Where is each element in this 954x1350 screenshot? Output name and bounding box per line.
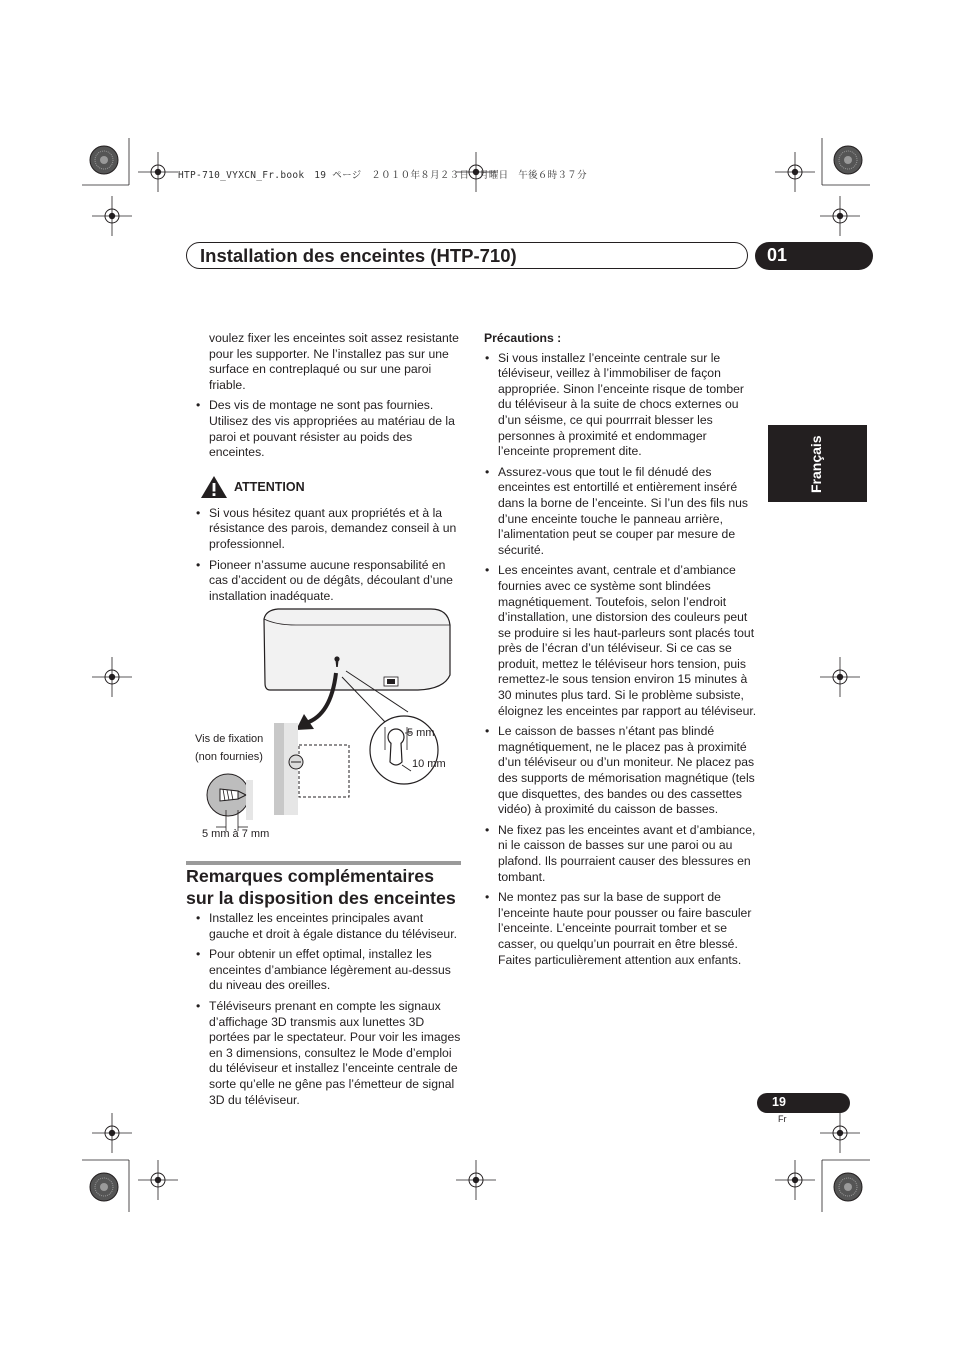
- chapter-number: 01: [767, 245, 788, 265]
- warning-icon: [200, 475, 228, 499]
- section-title: [186, 866, 476, 909]
- mounting-bullets: [195, 398, 465, 460]
- list-item: • Si vous hésitez quant aux propriétés et à la résistance des parois, demandez conseil à un professionnel.: [195, 506, 465, 553]
- chapter-header: [186, 242, 748, 269]
- precautions-bullets: [484, 351, 760, 969]
- dimension-5mm: 5 mm: [407, 727, 435, 739]
- wall-mount-figure: [186, 605, 466, 850]
- dimension-10mm: 10 mm: [412, 758, 446, 770]
- list-item: • Des vis de montage ne sont pas fournies. Utilisez des vis appropriées au matériau de la paroi et pouvant résister au poids des enceintes.: [195, 398, 465, 460]
- precautions-heading: Précautions :: [484, 331, 562, 345]
- section-title-line2: sur la disposition des enceintes: [186, 887, 456, 908]
- language-tab: [768, 425, 867, 502]
- intro-paragraph: voulez fixer les enceintes soit assez resistante pour les supporter. Ne l’installez pas sur une surface en contreplaqué ou sur une paroi friable.: [209, 331, 459, 392]
- dimension-range: 5 mm à 7 mm: [202, 828, 270, 840]
- section-title-line1: Remarques complémentaires: [186, 866, 435, 886]
- left-column: [195, 331, 465, 604]
- page-number: 19: [772, 1095, 786, 1109]
- chapter-number-badge: [755, 242, 873, 270]
- list-item: • Installez les enceintes principales avant gauche et droit à égale distance du téléviseur.: [195, 911, 465, 942]
- section-body: [195, 911, 465, 1108]
- list-item: • Les enceintes avant, centrale et d’ambiance fournies avec ce système sont blindées magnétiquement. Toutefois, selon l’endroit d’installation, une distorsion des couleurs peut se produire si les haut-parleurs sont placés tout près de l’écran d’un téléviseur. Si ce cas se produit, mettez le téléviseur hors tension, puis remettez-le sous tension environ 15 minutes à 30 minutes plus tard. Si le problème subsiste, éloignez les enceintes par rapport au téléviseur.: [484, 563, 760, 719]
- right-column: [484, 331, 760, 968]
- list-item: • Si vous installez l’enceinte centrale sur le téléviseur, veillez à l’immobiliser de façon appropriée. Sinon l’enceinte risque de tomber du téléviseur à la suite de chocs externes ou d’un séisme, ce qui pourrrait blesser les personnes à proximité et endommager l’enceinte proprement dite.: [484, 351, 760, 460]
- page-number-badge: [757, 1093, 850, 1113]
- attention-bullets: [195, 506, 465, 605]
- page-language-code: Fr: [778, 1114, 787, 1124]
- attention-heading: [195, 476, 465, 500]
- screw-label-line1: Vis de fixation: [195, 733, 264, 745]
- list-item: • Pour obtenir un effet optimal, installez les enceintes d’ambiance légèrement au-dessus du niveau des oreilles.: [195, 947, 465, 994]
- list-item: • Ne fixez pas les enceintes avant et d’ambiance, ni le caisson de basses sur une paroi ou au plafond. Ils pourraient causer des blessures en tombant.: [484, 823, 760, 885]
- language-tab-label: Français: [808, 435, 824, 493]
- list-item: • Le caisson de basses n’étant pas blindé magnétiquement, ne le placez pas à proximité d’un téléviseur ou d’un moniteur. Ne placez pas des supports de mémorisation magnétique (tels que disquettes, des bandes ou des cassettes vidéo) à proximité du caisson de basses.: [484, 724, 760, 818]
- list-item: • Ne montez pas sur la base de support de l’enceinte haute pour pousser ou faire basculer l’enceinte. L’enceinte pourrait tomber et se casser, ou quelqu’un pourrait en être blessé. Faites particulièrement attention aux enfants.: [484, 890, 760, 968]
- screw-label-line2: (non fournies): [195, 751, 263, 763]
- section-bullets: [195, 911, 465, 1108]
- print-info-line: HTP-710_VYXCN_Fr.book 19 ページ ２０１０年８月２３日 月曜日 午後６時３７分: [178, 170, 587, 181]
- list-item: • Pioneer n’assume aucune responsabilité en cas d’accident ou de dégâts, découlant d’une installation inadéquate.: [195, 558, 465, 605]
- list-item: • Assurez-vous que tout le fil dénudé des enceintes est entortillé et entièrement inséré dans la borne de l’enceinte. Si l’un des fils nus d’une enceinte touche le panneau arrière, l’alimentation peut se couper par mesure de sécurité.: [484, 465, 760, 559]
- section-divider: [186, 861, 461, 865]
- list-item: • Téléviseurs prenant en compte les signaux d’affichage 3D transmis aux lunettes 3D portées par le spectateur. Pour voir les images en 3 dimensions, consultez le Mode d’emploi du téléviseur et installez l’enceinte centrale de sorte qu’elle ne gêne pas l’émetteur de signal 3D du téléviseur.: [195, 999, 465, 1108]
- page-title: Installation des enceintes (HTP-710): [200, 245, 517, 266]
- attention-label: ATTENTION: [234, 479, 305, 494]
